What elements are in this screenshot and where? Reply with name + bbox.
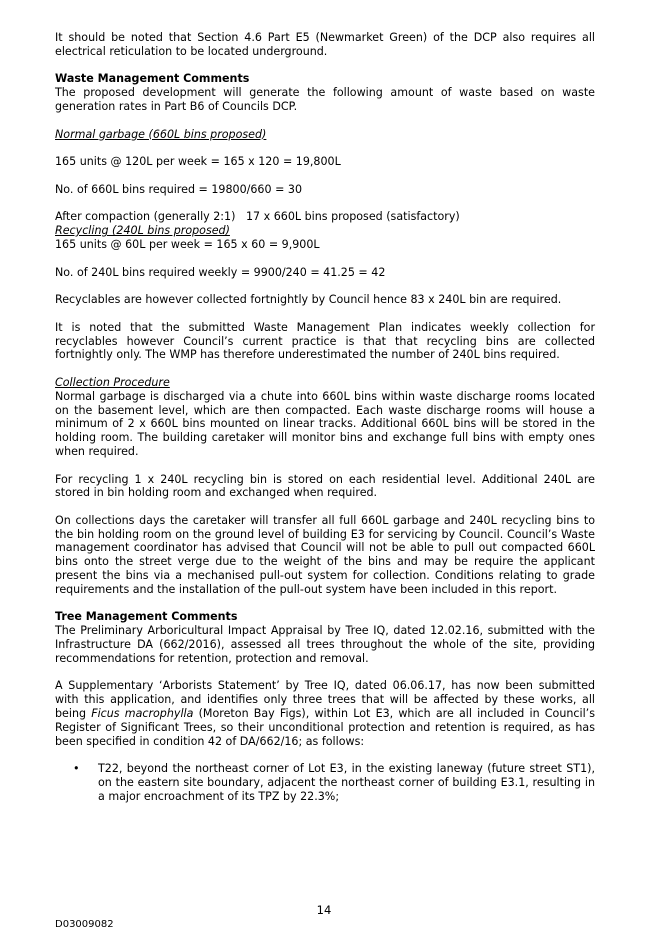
- document-body: [55, 31, 595, 804]
- calc-line-2: No. of 660L bins required = 19800/660 = 30: [55, 182, 303, 196]
- tree-para-1: The Preliminary Arboricultural Impact Appraisal by Tree IQ, dated 12.02.16, submitted with the Infrastructure DA (662/2016), assessed all trees throughout the whole of the site, providing recommendations for retention, protection and removal.: [55, 624, 595, 665]
- calc-line-3: After compaction (generally 2:1) 17 x 660L bins proposed (satisfactory): [55, 210, 460, 224]
- tree-para-2-text: A Supplementary ‘Arborists Statement’ by Tree IQ, dated 06.06.17, has now been submitted with this application, and identifies only three trees that will be affected by these works, all being: [55, 679, 595, 721]
- waste-intro: The proposed development will generate the following amount of waste based on waste generation rates in Part B6 of Councils DCP.: [55, 86, 595, 113]
- page-number: 14: [316, 903, 332, 917]
- document-id: D03009082: [55, 919, 114, 930]
- collection-heading: Collection Procedure: [55, 375, 170, 389]
- list-item-text: T22, beyond the northeast corner of Lot E3, in the existing laneway (future street ST1), on the eastern site boundary, adjacent the northeast corner of building E3.1, resulting in a major encroachment of its TPZ by 22.3%;: [98, 762, 595, 803]
- tree-heading: Tree Management Comments: [55, 610, 238, 624]
- bullet-icon: •: [73, 762, 80, 776]
- tree-para-2-text-cont: (Moreton Bay Figs), within Lot E3, which are all included in Council’s Register of Significant Trees, so their unconditional protection and retention is required, as has been specified in condition 42 of DA/662/16; as follows:: [55, 707, 595, 748]
- calc-line-5: No. of 240L bins required weekly = 9900/240 = 41.25 = 42: [55, 265, 386, 279]
- waste-heading: Waste Management Comments: [55, 72, 250, 86]
- collection-para-3: On collections days the caretaker will transfer all full 660L garbage and 240L recycling bins to the bin holding room on the ground level of building E3 for servicing by Council. Council’s Waste management coordinator has advised that Council will not be able to pull out compacted 660L bins onto the street verge due to the weight of the bins and may be require the applicant present the bins via a mechanised pull-out system for collection. Conditions relating to grade requirements and the installation of the pull-out system have been included in this report.: [55, 513, 595, 596]
- calc-line-4: 165 units @ 60L per week = 165 x 60 = 9,900L: [55, 237, 320, 251]
- recycling-heading: Recycling (240L bins proposed): [55, 224, 230, 238]
- tree-para-2: [55, 679, 595, 748]
- species-name: Ficus macrophylla: [91, 707, 194, 721]
- wmp-note: It is noted that the submitted Waste Management Plan indicates weekly collection for recyclables however Council’s current practice is that that recycling bins are collected fortnightly only. The WMP has therefore underestimated the number of 240L bins required.: [55, 320, 595, 362]
- collection-para-1: Normal garbage is discharged via a chute into 660L bins within waste discharge rooms located on the basement level, which are then compacted. Each waste discharge rooms will house a minimum of 2 x 660L bins mounted on linear tracks. Additional 660L bins will be stored in the holding room. The building caretaker will monitor bins and exchange full bins with empty ones when required.: [55, 389, 595, 458]
- tree-list: [55, 762, 595, 803]
- calc-line-6: Recyclables are however collected fortnightly by Council hence 83 x 240L bin are required.: [55, 293, 562, 307]
- list-item: [55, 762, 595, 803]
- electrical-note: It should be noted that Section 4.6 Part E5 (Newmarket Green) of the DCP also requires all electrical reticulation to be located underground.: [55, 31, 595, 58]
- calc-line-1: 165 units @ 120L per week = 165 x 120 = 19,800L: [55, 155, 341, 169]
- normal-garbage-heading: Normal garbage (660L bins proposed): [55, 127, 267, 141]
- collection-para-2: For recycling 1 x 240L recycling bin is stored on each residential level. Additional 240L are stored in bin holding room and exchanged when required.: [55, 472, 595, 500]
